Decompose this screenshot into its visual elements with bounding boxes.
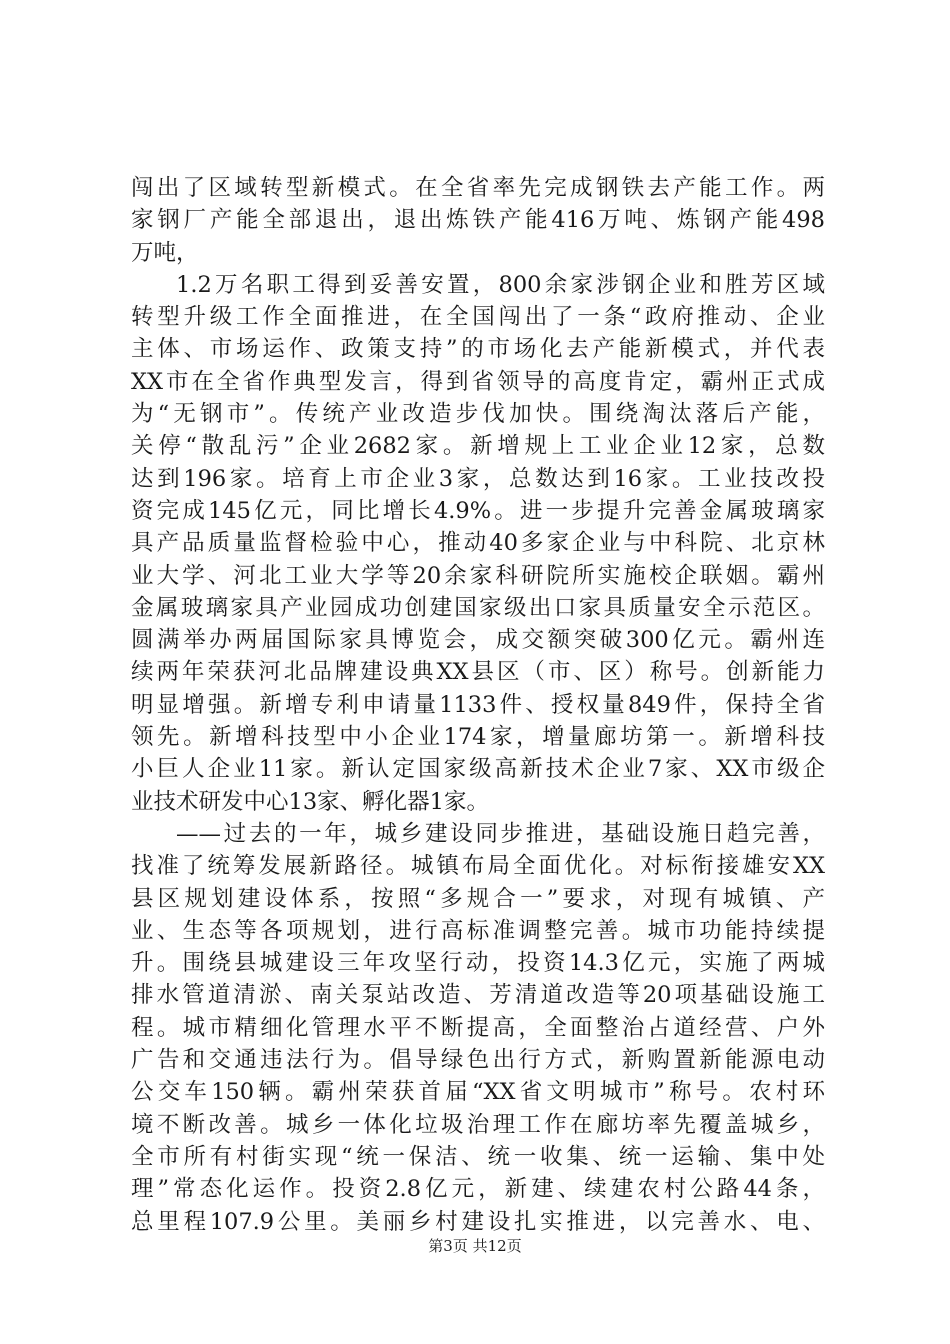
text-line: XX市在全省作典型发言，得到省领导的高度肯定，霸州正式成 bbox=[131, 368, 825, 395]
text-line: 全市所有村街实现“统一保洁、统一收集、统一运输、集中处 bbox=[131, 1143, 825, 1170]
paragraph-start-line: ——过去的一年，城乡建设同步推进，基础设施日趋完善， bbox=[176, 820, 825, 847]
text-line: 广告和交通违法行为。倡导绿色出行方式，新购置新能源电动 bbox=[131, 1047, 825, 1074]
text-line: 县区规划建设体系，按照“多规合一”要求，对现有城镇、产 bbox=[131, 885, 825, 912]
text-line: 资完成145亿元，同比增长4.9%。进一步提升完善金属玻璃家 bbox=[131, 497, 825, 524]
text-line: 业技术研发中心13家、孵化器1家。 bbox=[131, 788, 489, 815]
text-line: 业、生态等各项规划，进行高标准调整完善。城市功能持续提 bbox=[131, 917, 825, 944]
text-line: 找准了统筹发展新路径。城镇布局全面优化。对标衔接雄安XX bbox=[131, 853, 825, 880]
paragraph-start-line: 1.2万名职工得到妥善安置，800余家涉钢企业和胜芳区域 bbox=[176, 271, 825, 298]
text-line: 升。围绕县城建设三年攻坚行动，投资14.3亿元，实施了两城 bbox=[131, 950, 825, 977]
text-line: 转型升级工作全面推进，在全国闯出了一条“政府推动、企业 bbox=[131, 304, 825, 331]
text-line: 程。城市精细化管理水平不断提高，全面整治占道经营、户外 bbox=[131, 1014, 825, 1041]
text-line: 万吨， bbox=[131, 239, 199, 266]
text-line: 理”常态化运作。投资2.8亿元，新建、续建农村公路44条， bbox=[131, 1176, 825, 1203]
text-line: 家钢厂产能全部退出，退出炼铁产能416万吨、炼钢产能498 bbox=[131, 207, 825, 234]
text-line: 境不断改善。城乡一体化垃圾治理工作在廊坊率先覆盖城乡， bbox=[131, 1111, 825, 1138]
document-body bbox=[131, 172, 825, 1238]
text-line: 业大学、河北工业大学等20余家科研院所实施校企联姻。霸州 bbox=[131, 562, 825, 589]
text-line: 续两年荣获河北品牌建设典XX县区（市、区）称号。创新能力 bbox=[131, 659, 825, 686]
text-line: 明显增强。新增专利申请量1133件、授权量849件，保持全省 bbox=[131, 691, 825, 718]
text-line: 领先。新增科技型中小企业174家，增量廊坊第一。新增科技 bbox=[131, 724, 825, 751]
text-line: 达到196家。培育上市企业3家，总数达到16家。工业技改投 bbox=[131, 465, 825, 492]
text-line: 总里程107.9公里。美丽乡村建设扎实推进，以完善水、电、 bbox=[131, 1208, 825, 1235]
text-line: 小巨人企业11家。新认定国家级高新技术企业7家、XX市级企 bbox=[131, 756, 825, 783]
text-line: 闯出了区域转型新模式。在全省率先完成钢铁去产能工作。两 bbox=[131, 175, 825, 201]
text-line: 主体、市场运作、政策支持”的市场化去产能新模式，并代表 bbox=[131, 336, 825, 363]
text-line: 公交车150辆。霸州荣获首届“XX省文明城市”称号。农村环 bbox=[131, 1079, 825, 1106]
text-line: 具产品质量监督检验中心，推动40多家企业与中科院、北京林 bbox=[131, 530, 825, 557]
text-line: 排水管道清淤、南关泵站改造、芳清道改造等20项基础设施工 bbox=[131, 982, 825, 1009]
text-line: 关停“散乱污”企业2682家。新增规上工业企业12家，总数 bbox=[131, 433, 825, 460]
text-line: 为“无钢市”。传统产业改造步伐加快。围绕淘汰落后产能， bbox=[131, 401, 825, 428]
page-number-footer: 第3页 共12页 bbox=[428, 1237, 522, 1255]
text-line: 金属玻璃家具产业园成功创建国家级出口家具质量安全示范区。 bbox=[131, 594, 825, 621]
text-line: 圆满举办两届国际家具博览会，成交额突破300亿元。霸州连 bbox=[131, 627, 825, 654]
